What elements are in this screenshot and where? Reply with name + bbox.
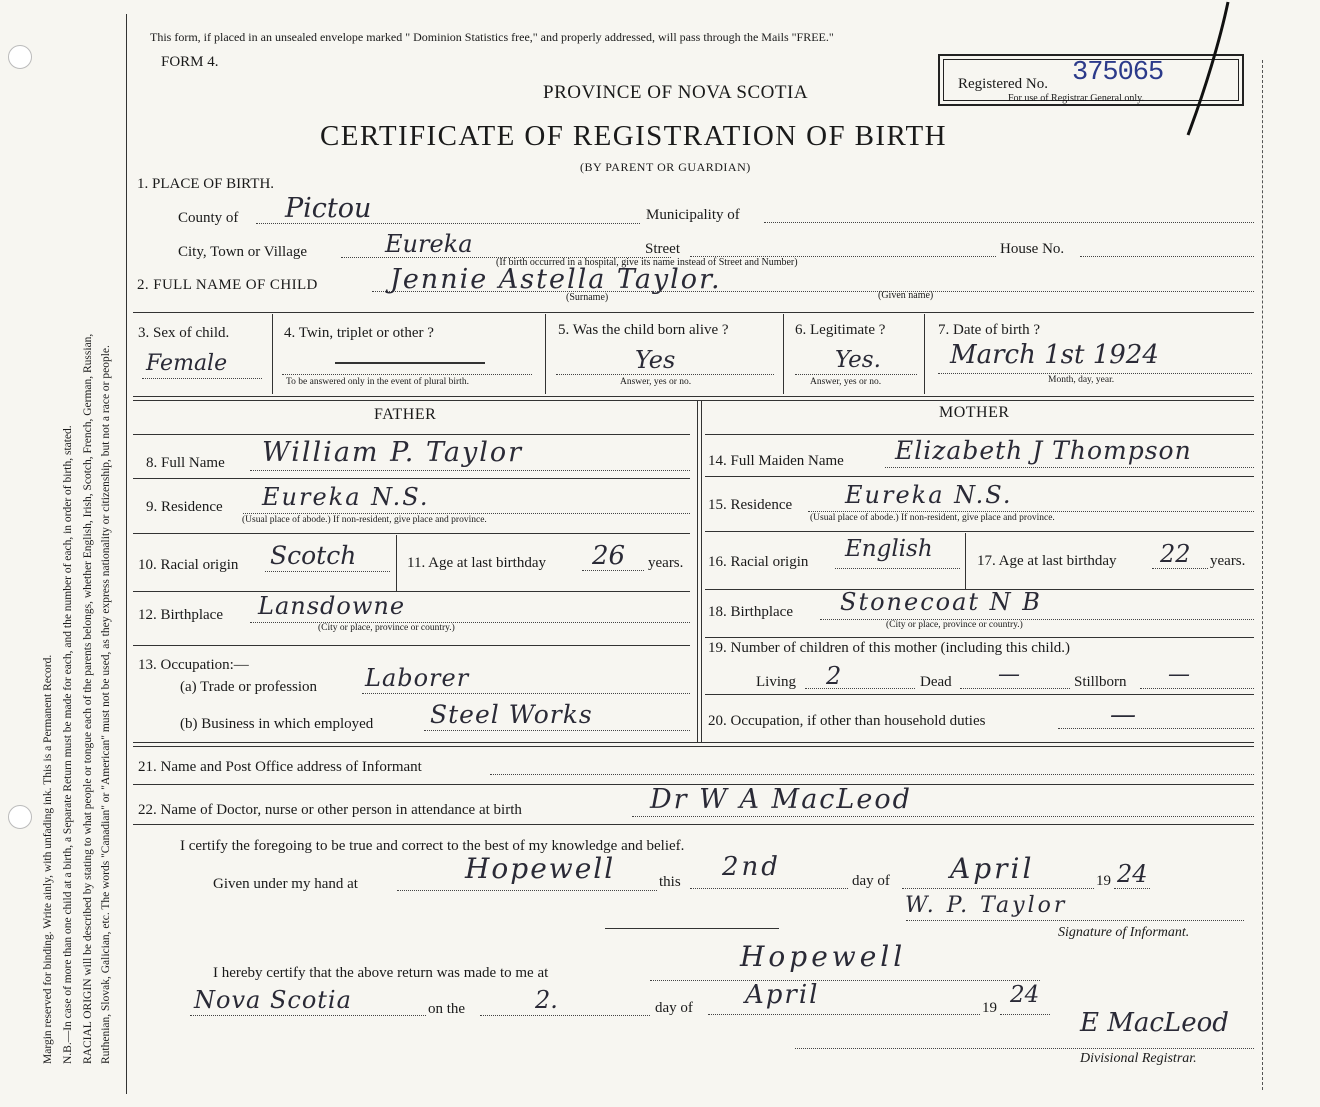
rule: [133, 400, 1254, 401]
father-residence-note: (Usual place of abode.) If non-resident, give place and province.: [242, 515, 487, 525]
twin-dash: [335, 362, 485, 364]
city-value: Eureka: [385, 230, 473, 258]
mother-years-label: years.: [1210, 553, 1246, 569]
informant-label: 21. Name and Post Office address of Informant: [138, 759, 422, 775]
mother-children-label: 19. Number of children of this mother (including this child.): [708, 640, 1071, 656]
rule: [133, 312, 1254, 313]
stillborn-label: Stillborn: [1074, 674, 1127, 690]
date-of-birth-label: 7. Date of birth ?: [938, 322, 1041, 338]
born-alive-value: Yes: [635, 346, 676, 374]
certificate-subtitle: (BY PARENT OR GUARDIAN): [580, 160, 751, 174]
father-heading: FATHER: [374, 406, 437, 423]
mother-name-value: Elizabeth J Thompson: [895, 436, 1192, 465]
doctor-value: Dr W A MacLeod: [650, 784, 912, 815]
given-place-value: Hopewell: [465, 852, 616, 885]
registrar-year-value: 24: [1010, 982, 1040, 1008]
province-heading: PROVINCE OF NOVA SCOTIA: [543, 82, 809, 103]
city-label: City, Town or Village: [178, 244, 308, 260]
father-race-label: 10. Racial origin: [138, 557, 239, 573]
registrar-year-prefix: 19: [982, 1000, 997, 1016]
signature-of-informant-label: Signature of Informant.: [1058, 925, 1190, 940]
mother-occupation-value: —: [1110, 700, 1136, 730]
margin-note-racial-origin-2: Ruthenian, Slovak, Galician, etc. The words "Canadian" or "American" must not be used, as they express nationality or citizenship, but not a race or people.: [100, 345, 112, 1064]
form-number: FORM 4.: [161, 54, 219, 70]
father-age-value: 26: [592, 541, 626, 571]
check-mark-stroke: [1180, 0, 1240, 140]
this-label: this: [659, 874, 681, 890]
twin-label: 4. Twin, triplet or other ?: [284, 325, 434, 341]
municipality-line: [764, 222, 1254, 223]
margin-note-binding: Margin reserved for binding. Write ainly, with unfading ink. This is a Permanent Record.: [42, 654, 54, 1064]
living-label: Living: [756, 674, 796, 690]
legitimate-value: Yes.: [835, 347, 881, 373]
registrar-province-value: Nova Scotia: [194, 986, 352, 1014]
on-the-label: on the: [428, 1001, 466, 1017]
county-label: County of: [178, 210, 239, 226]
column-divider: [697, 400, 698, 742]
margin-note-racial-origin: RACIAL ORIGIN will be described by stating to what people or tongue each of the parents belongs, whether English, Irish, Scotch, French, German, Russian,: [82, 333, 94, 1064]
street-label: Street: [645, 241, 680, 257]
house-label: House No.: [1000, 241, 1065, 257]
surname-note: (Surname): [566, 292, 609, 303]
divisional-registrar-label: Divisional Registrar.: [1080, 1051, 1197, 1066]
given-month-value: April: [950, 852, 1035, 885]
father-name-label: 8. Full Name: [146, 455, 225, 471]
mother-heading: MOTHER: [939, 404, 1010, 421]
child-name-label: 2. FULL NAME OF CHILD: [137, 277, 318, 293]
county-value: Pictou: [285, 193, 372, 224]
father-years-label: years.: [648, 555, 684, 571]
municipality-label: Municipality of: [646, 207, 740, 223]
dead-value: —: [998, 662, 1020, 687]
dead-label: Dead: [920, 674, 952, 690]
given-name-note: (Given name): [878, 290, 934, 301]
column-divider: [701, 400, 702, 742]
margin-note-multiple-births: N.B.—In case of more than one child at a birth, a Separate Return must be made for each, and the number of each, in order of birth, stated.: [62, 425, 74, 1064]
mother-occupation-label: 20. Occupation, if other than household duties: [708, 713, 986, 729]
punch-hole: [8, 45, 32, 69]
father-birthplace-note: (City or place, province or country.): [318, 623, 455, 633]
certificate-title: CERTIFICATE OF REGISTRATION OF BIRTH: [320, 120, 947, 152]
registrar-signature: E MacLeod: [1080, 1008, 1229, 1038]
legitimate-note: Answer, yes or no.: [810, 377, 882, 387]
father-residence-value: Eureka N.S.: [262, 483, 430, 511]
mother-age-value: 22: [1160, 540, 1191, 568]
house-line: [1080, 256, 1254, 257]
mother-age-label: 17. Age at last birthday: [977, 553, 1117, 569]
registration-number: 375065: [1072, 58, 1164, 88]
mother-name-label: 14. Full Maiden Name: [708, 453, 844, 469]
twin-note: To be answered only in the event of plural birth.: [286, 377, 469, 387]
father-trade-value: Laborer: [365, 664, 470, 692]
mother-birthplace-note: (City or place, province or country.): [886, 620, 1023, 630]
father-birthplace-label: 12. Birthplace: [138, 607, 223, 623]
given-year-value: 24: [1117, 860, 1148, 888]
mother-race-value: English: [845, 536, 933, 562]
father-residence-label: 9. Residence: [146, 499, 223, 515]
given-day-value: 2nd: [722, 852, 781, 882]
father-name-value: William P. Taylor: [262, 437, 524, 468]
informant-signature: W. P. Taylor: [905, 893, 1068, 918]
certify-statement: I certify the foregoing to be true and correct to the best of my knowledge and belief.: [180, 838, 685, 854]
date-of-birth-note: Month, day, year.: [1048, 375, 1115, 385]
mail-notice: This form, if placed in an unsealed envelope marked " Dominion Statistics free," and properly addressed, will pass through the Mails "FREE.": [150, 30, 834, 44]
father-birthplace-value: Lansdowne: [258, 592, 406, 620]
father-race-value: Scotch: [270, 541, 357, 570]
mother-race-label: 16. Racial origin: [708, 554, 809, 570]
born-alive-label: 5. Was the child born alive ?: [558, 322, 729, 338]
doctor-label: 22. Name of Doctor, nurse or other person in attendance at birth: [138, 802, 522, 818]
father-business-label: (b) Business in which employed: [180, 716, 374, 732]
mother-birthplace-label: 18. Birthplace: [708, 604, 793, 620]
registrar-statement: I hereby certify that the above return was made to me at: [213, 965, 549, 981]
mother-residence-note: (Usual place of abode.) If non-resident, give place and province.: [810, 513, 1055, 523]
punch-hole: [8, 805, 32, 829]
given-under-label: Given under my hand at: [213, 876, 358, 892]
perforation-line: [1262, 60, 1263, 1090]
child-name-value: Jennie Astella Taylor.: [390, 264, 722, 295]
living-value: 2: [826, 662, 842, 690]
sex-label: 3. Sex of child.: [138, 325, 230, 341]
registrar-day-value: 2.: [535, 986, 558, 1014]
margin-rule: [126, 14, 127, 1094]
rule: [133, 396, 1254, 397]
day-of-label: day of: [852, 873, 890, 889]
father-occupation-label: 13. Occupation:—: [138, 657, 249, 673]
date-of-birth-value: March 1st 1924: [950, 340, 1159, 370]
hospital-note: (If birth occurred in a hospital, give its name instead of Street and Number): [496, 257, 798, 268]
sex-value: Female: [146, 351, 228, 376]
father-business-value: Steel Works: [430, 700, 593, 729]
place-of-birth-label: 1. PLACE OF BIRTH.: [137, 176, 275, 192]
mother-residence-label: 15. Residence: [708, 497, 793, 513]
registrar-day-of-label: day of: [655, 1000, 693, 1016]
father-trade-label: (a) Trade or profession: [180, 679, 318, 695]
registrar-place-value: Hopewell: [740, 940, 907, 973]
mother-residence-value: Eureka N.S.: [845, 481, 1013, 509]
born-alive-note: Answer, yes or no.: [620, 377, 692, 387]
registrar-month-value: April: [745, 980, 820, 1010]
mother-birthplace-value: Stonecoat N B: [840, 588, 1042, 616]
year-prefix: 19: [1096, 873, 1111, 889]
legitimate-label: 6. Legitimate ?: [795, 322, 886, 338]
father-age-label: 11. Age at last birthday: [407, 555, 546, 571]
registrar-use-note: For use of Registrar General only.: [1008, 93, 1144, 104]
stillborn-value: —: [1168, 662, 1190, 687]
registered-no-label: Registered No.: [958, 76, 1048, 92]
